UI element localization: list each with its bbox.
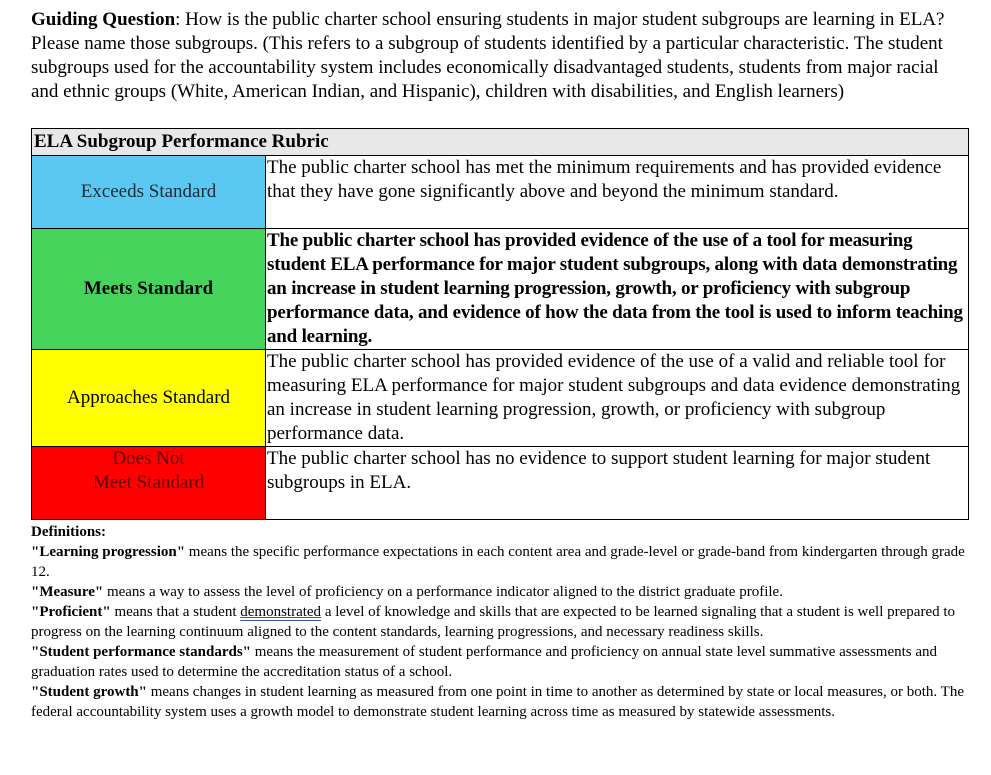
rubric-row-meets bbox=[32, 229, 969, 350]
rubric-row-does-not-meet bbox=[32, 447, 969, 520]
level-does-not-meet-standard bbox=[32, 447, 266, 520]
definitions-section bbox=[31, 522, 971, 722]
description-exceeds-standard: The public charter school has met the minimum requirements and has provided evidence that they have gone significantly above and beyond the minimum standard. bbox=[266, 156, 969, 229]
definition-term: "Student growth" bbox=[31, 684, 147, 700]
definition-text: a level of knowledge and skills that are expected to be learned signaling that a student is well prepared to progress on the learning continuum aligned to the content standards, learning progressions, and necessary readiness skills. bbox=[31, 604, 956, 640]
definition-proficient bbox=[31, 602, 971, 642]
spellcheck-underlined-word[interactable]: demonstrated bbox=[240, 604, 322, 620]
definition-student-performance-standards bbox=[31, 642, 971, 682]
description-approaches-standard: The public charter school has provided evidence of the use of a valid and reliable tool for measuring ELA performance for major student subgroups and data evidence demonstrating an increase in student learning progression, growth, or proficiency with subgroup performance data. bbox=[266, 350, 969, 447]
rubric-row-approaches bbox=[32, 350, 969, 447]
definition-term: "Learning progression" bbox=[31, 544, 186, 560]
definition-text: means a way to assess the level of proficiency on a performance indicator aligned to the district graduate profile. bbox=[103, 584, 783, 600]
definition-text: means that a student bbox=[110, 604, 241, 620]
guiding-question bbox=[31, 8, 966, 104]
definition-term: "Measure" bbox=[31, 584, 104, 600]
rubric-row-exceeds bbox=[32, 156, 969, 229]
definition-term: "Proficient" bbox=[31, 604, 111, 620]
level-approaches-standard: Approaches Standard bbox=[32, 350, 266, 447]
level-does-not-meet-line1: Does Not bbox=[112, 448, 185, 469]
definition-text: means the measurement of student performance and proficiency on annual state level summative assessments and graduation rates used to determine the accreditation status of a school. bbox=[31, 644, 938, 680]
definition-learning-progression bbox=[31, 542, 971, 582]
description-does-not-meet-standard: The public charter school has no evidence to support student learning for major student subgroups in ELA. bbox=[266, 447, 969, 520]
level-meets-standard: Meets Standard bbox=[32, 229, 266, 350]
definition-text: means the specific performance expectations in each content area and grade-level or grade-band from kindergarten through grade 12. bbox=[31, 544, 965, 580]
rubric-table bbox=[31, 128, 969, 520]
definition-student-growth bbox=[31, 682, 971, 722]
description-meets-standard: The public charter school has provided evidence of the use of a tool for measuring student ELA performance for major student subgroups, along with data demonstrating an increase in student learning progression, growth, or proficiency with subgroup performance data, and evidence of how the data from the tool is used to inform teaching and learning. bbox=[266, 229, 969, 350]
definition-text: means changes in student learning as measured from one point in time to another as determined by state or local measures, or both. The federal accountability system uses a growth model to demonstrate student learning across time as measured by statewide assessments. bbox=[31, 684, 964, 720]
rubric-title-row bbox=[32, 129, 969, 156]
level-does-not-meet-line2: Meet Standard bbox=[92, 472, 205, 493]
guiding-question-label: Guiding Question bbox=[31, 9, 176, 30]
guiding-question-text: : How is the public charter school ensuring students in major student subgroups are learning in ELA? Please name those subgroups. (This refers to a subgroup of students identified by a particular characteristic. The student subgroups used for the accountability system includes economically disadvantaged students, students from major racial and ethnic groups (White, American Indian, and Hispanic), children with disabilities, and English learners) bbox=[31, 9, 945, 102]
definition-measure bbox=[31, 582, 971, 602]
definition-term: "Student performance standards" bbox=[31, 644, 251, 660]
definitions-heading: Definitions: bbox=[31, 524, 106, 540]
rubric-title: ELA Subgroup Performance Rubric bbox=[32, 129, 969, 156]
level-exceeds-standard: Exceeds Standard bbox=[32, 156, 266, 229]
